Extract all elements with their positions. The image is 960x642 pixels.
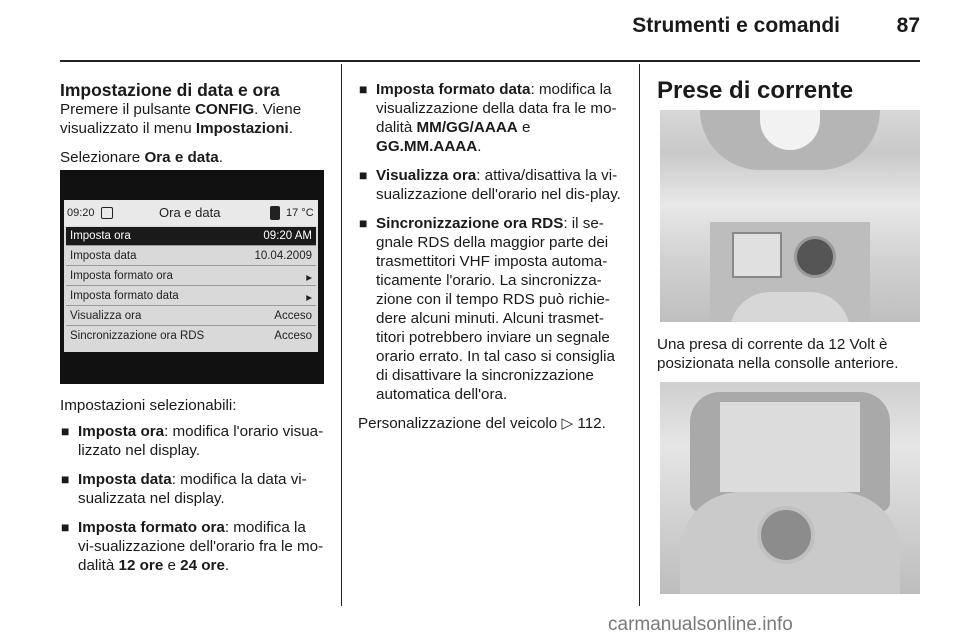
- display-status-bar: [64, 200, 318, 226]
- display-temperature: 17 °C: [286, 207, 314, 219]
- display-menu-row: Imposta formato data ▸: [66, 287, 316, 306]
- console-lid: [720, 402, 860, 492]
- power-outlet-icon: [794, 236, 836, 278]
- list-item: ■ Visualizza ora: attiva/disattiva la vi-sualizzazione dell'orario nel dis-play.: [359, 167, 621, 203]
- display-screen: [64, 200, 318, 352]
- bullet-icon: ■: [61, 471, 70, 487]
- right-column: [657, 77, 923, 105]
- display-time: 09:20: [67, 207, 95, 219]
- console-photo-top: [660, 110, 920, 322]
- clock-icon: [101, 207, 113, 219]
- power-outlet-icon: [757, 506, 815, 564]
- display-menu-row: Visualizza ora Acceso: [66, 307, 316, 326]
- settings-label: Impostazioni selezionabili:: [60, 397, 237, 414]
- display-menu-row: Imposta data 10.04.2009: [66, 247, 316, 266]
- list-item: ■ Imposta ora: modifica l'orario visua-lizzato nel display.: [61, 423, 324, 459]
- watermark: carmanualsonline.info: [608, 614, 793, 635]
- left-column-list: [60, 396, 326, 585]
- display-menu-row: Imposta ora 09:20 AM: [66, 227, 316, 246]
- settings-menu-ref: Impostazioni: [195, 120, 289, 137]
- section-heading-power-outlets: Prese di corrente: [657, 77, 854, 104]
- list-item: ■ Sincronizzazione ora RDS: il se-gnale RDS della maggior parte dei trasmettitori VHF imposta automa-ticamente l'orario. La sincronizza-zione con il tempo RDS può richie-dere alcuni minuti. Alcuni trasmet-titori potrebbero inviare un segnale orario errato. In tal caso si consiglia di disattivare la sincronizzazione automatica dell'ora.: [359, 215, 615, 403]
- settings-list-middle: [358, 80, 624, 404]
- list-item: ■ Imposta data: modifica la data vi-sualizzata nel display.: [61, 471, 307, 507]
- running-header-title: Strumenti e comandi: [632, 14, 840, 37]
- bullet-icon: ■: [359, 81, 368, 97]
- right-column-caption: [657, 335, 923, 383]
- chevron-right-icon: ▸: [306, 272, 312, 284]
- middle-column: [358, 80, 624, 443]
- intro-paragraph: Premere il pulsante CONFIG. Viene visualizzato il menu Impostazioni.: [60, 101, 302, 137]
- page-number: 87: [896, 14, 920, 37]
- display-menu-row: Sincronizzazione ora RDS Acceso: [70, 330, 312, 342]
- header-rule: [60, 60, 920, 62]
- console-photo-bottom: [660, 382, 920, 594]
- column-divider-right: [639, 64, 640, 606]
- cross-reference: Personalizzazione del veicolo ▷ 112.: [358, 415, 606, 432]
- bullet-icon: ■: [359, 167, 368, 183]
- usb-port: [732, 232, 782, 278]
- settings-list-left: [60, 422, 326, 575]
- bullet-icon: ■: [359, 215, 368, 231]
- display-title: Ora e data: [159, 205, 221, 220]
- bullet-icon: ■: [61, 423, 70, 439]
- left-column: [60, 80, 326, 177]
- section-heading-date-time: Impostazione di data e ora: [60, 80, 280, 100]
- list-item: ■ Imposta formato data: modifica la visualizzazione della data fra le mo-dalità MM/GG/AAAA e GG.MM.AAAA.: [359, 81, 617, 155]
- display-menu-row: Imposta formato ora ▸: [66, 267, 316, 286]
- column-divider-left: [341, 64, 342, 606]
- thermometer-icon: [270, 206, 280, 220]
- page-reference-arrow-icon: ▷: [561, 415, 574, 432]
- outlet-caption: Una presa di corrente da 12 Volt è posizionata nella consolle anteriore.: [657, 336, 899, 372]
- bullet-icon: ■: [61, 519, 70, 535]
- chevron-right-icon: ▸: [306, 292, 312, 304]
- list-item: ■ Imposta formato ora: modifica la vi-sualizzazione dell'orario fra le mo-dalità 12 ore e 24 ore.: [61, 519, 324, 574]
- select-paragraph: Selezionare Ora e data.: [60, 149, 223, 166]
- config-button-ref: CONFIG: [195, 101, 255, 118]
